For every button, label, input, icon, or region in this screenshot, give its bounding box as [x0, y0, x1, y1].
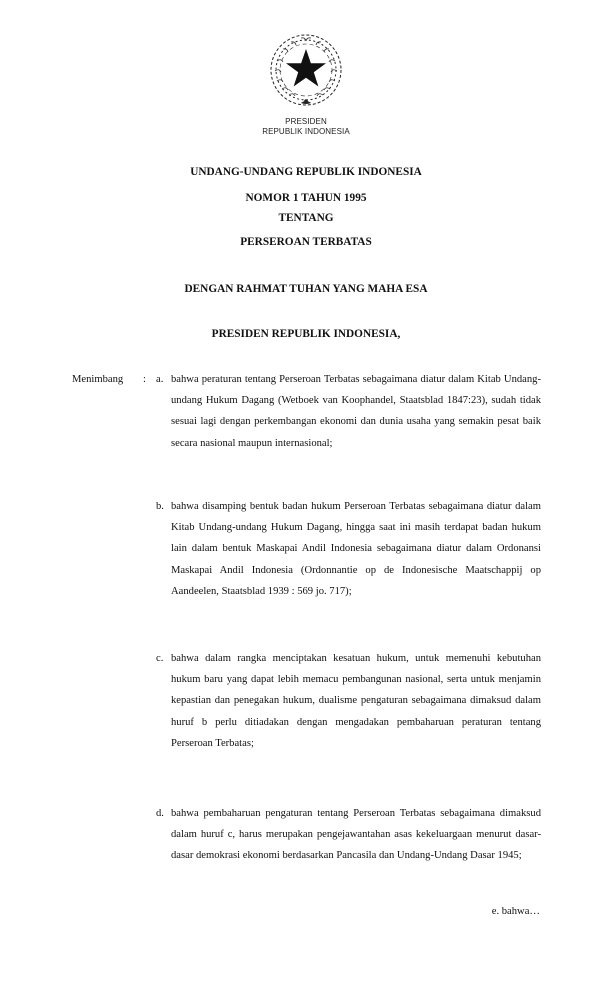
item-text: bahwa peraturan tentang Perseroan Terbatas sebagaimana diatur dalam Kitab Undang-undang Hukum Dagang (Wetboek van Koophandel, Staatsblad 1847:23), sudah tidak sesuai lagi dengan perkembangan ekonomi dan dunia usaha yang semakin pesat baik secara nasional maupun internasional; — [171, 374, 541, 449]
considering-label: Menimbang — [72, 374, 124, 385]
considering-item-a — [156, 369, 541, 454]
office-line-president: PRESIDEN — [285, 117, 327, 126]
item-letter: d. — [156, 808, 164, 819]
considering-item-b — [156, 496, 541, 602]
item-letter: c. — [156, 653, 164, 664]
item-letter: b. — [156, 501, 164, 512]
invocation-heading: DENGAN RAHMAT TUHAN YANG MAHA ESA — [184, 283, 428, 295]
star-wreath-emblem-icon — [267, 31, 345, 111]
continuation-marker: e. bahwa… — [491, 906, 540, 917]
presidential-emblem — [267, 31, 345, 111]
law-title-about: TENTANG — [278, 212, 334, 224]
issuer-heading: PRESIDEN REPUBLIK INDONESIA, — [211, 328, 401, 340]
item-letter: a. — [156, 374, 164, 385]
considering-colon: : — [143, 374, 146, 385]
considering-item-d — [156, 803, 541, 867]
law-title-number: NOMOR 1 TAHUN 1995 — [245, 192, 367, 204]
law-title-subject: PERSEROAN TERBATAS — [240, 236, 372, 248]
item-text: bahwa pembaharuan pengaturan tentang Perseroan Terbatas sebagaimana dimaksud dalam huruf c, harus merupakan pengejawantahan asas kekeluargaan menurut dasar-dasar demokrasi ekonomi berdasarkan Pancasila dan Undang-Undang Dasar 1945; — [171, 808, 541, 862]
law-title-type: UNDANG-UNDANG REPUBLIK INDONESIA — [190, 166, 422, 178]
item-text: bahwa disamping bentuk badan hukum Perseroan Terbatas sebagaimana diatur dalam Kitab Undang-undang Hukum Dagang, hingga saat ini masih terdapat badan hukum lain dalam bentuk Maskapai Andil Indonesia sebagaimana diatur dalam Ordonansi Maskapai Andil Indonesia (Ordonnantie op de Indonesische Maatschappij op Aandeelen, Staatsblad 1939 : 569 jo. 717); — [171, 501, 541, 597]
office-line-republic: REPUBLIK INDONESIA — [262, 127, 350, 136]
item-text: bahwa dalam rangka menciptakan kesatuan hukum, untuk memenuhi kebutuhan hukum baru yang dapat lebih memacu pembangunan nasional, serta untuk menjamin kepastian dan penegakan hukum, dualisme pengaturan sebagaimana dimaksud dalam huruf b perlu ditiadakan dengan mengadakan pembaharuan peraturan tentang Perseroan Terbatas; — [171, 653, 541, 749]
considering-item-c — [156, 648, 541, 754]
